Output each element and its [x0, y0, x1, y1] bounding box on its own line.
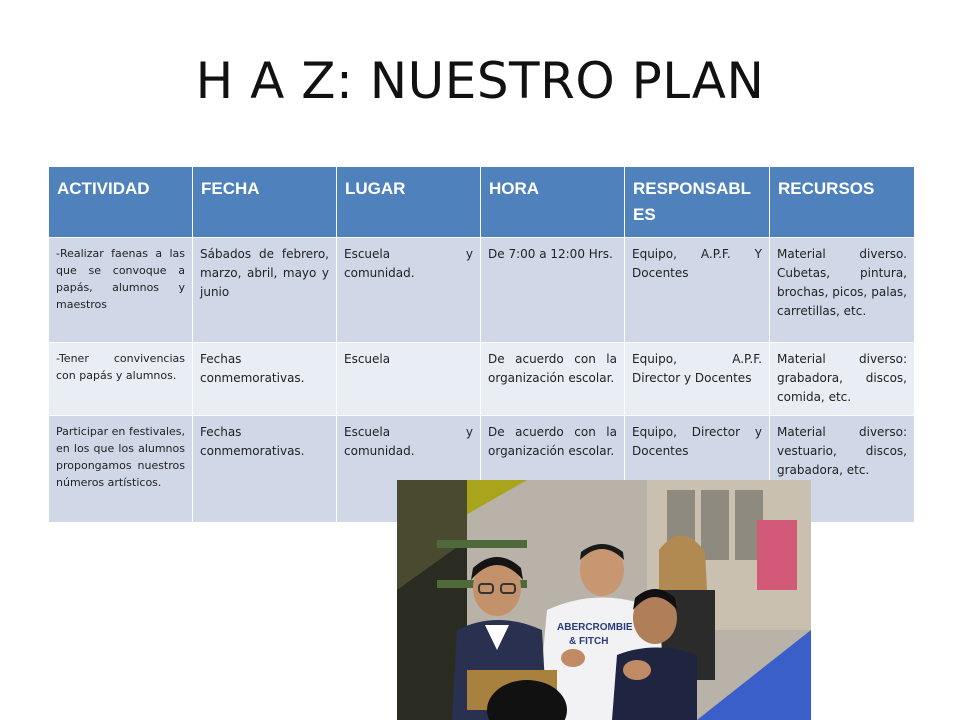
header-hora: HORA	[481, 167, 625, 238]
cell-hora: De 7:00 a 12:00 Hrs.	[481, 238, 625, 343]
table-row	[49, 343, 915, 416]
photo-illustration	[397, 480, 811, 720]
cell-lugar: Escuela y comunidad.	[337, 238, 481, 343]
cell-fecha: Fechas conmemorativas.	[193, 343, 337, 416]
group-photo	[397, 480, 811, 720]
header-lugar: LUGAR	[337, 167, 481, 238]
cell-hora: De acuerdo con la organización escolar.	[481, 416, 625, 523]
header-responsables: RESPONSABLES	[625, 167, 770, 238]
cell-recursos: Material diverso. Cubetas, pintura, brochas, picos, palas, carretillas, etc.	[770, 238, 915, 343]
photo-poster	[757, 520, 797, 590]
cell-hora: De acuerdo con la organización escolar.	[481, 343, 625, 416]
cell-lugar: Escuela y comunidad.	[337, 416, 481, 523]
cell-recursos: Material diverso: vestuario, discos, grabadora, etc.	[770, 416, 915, 523]
slide-title: H A Z: NUESTRO PLAN	[195, 52, 765, 110]
cell-responsables: Equipo, Director y Docentes	[625, 416, 770, 523]
shirt-text-1: ABERCROMBIE	[557, 622, 633, 633]
shirt-text-2: & FITCH	[569, 636, 609, 647]
header-actividad: ACTIVIDAD	[49, 167, 193, 238]
cell-actividad: Participar en festivales, en los que los alumnos propongamos nuestros números artísticos.	[49, 416, 193, 523]
cell-recursos: Material diverso: grabadora, discos, comida, etc.	[770, 343, 915, 416]
cell-actividad: -Realizar faenas a las que se convoque a papás, alumnos y maestros	[49, 238, 193, 343]
header-recursos: RECURSOS	[770, 167, 915, 238]
cell-fecha: Sábados de febrero, marzo, abril, mayo y junio	[193, 238, 337, 343]
cell-actividad: -Tener convivencias con papás y alumnos.	[49, 343, 193, 416]
plan-table	[48, 166, 915, 523]
table-row	[49, 238, 915, 343]
cell-responsables: Equipo, A.P.F. Director y Docentes	[625, 343, 770, 416]
cell-fecha: Fechas conmemorativas.	[193, 416, 337, 523]
cell-responsables: Equipo, A.P.F. Y Docentes	[625, 238, 770, 343]
cell-lugar: Escuela	[337, 343, 481, 416]
header-fecha: FECHA	[193, 167, 337, 238]
table-header-row	[49, 167, 915, 238]
